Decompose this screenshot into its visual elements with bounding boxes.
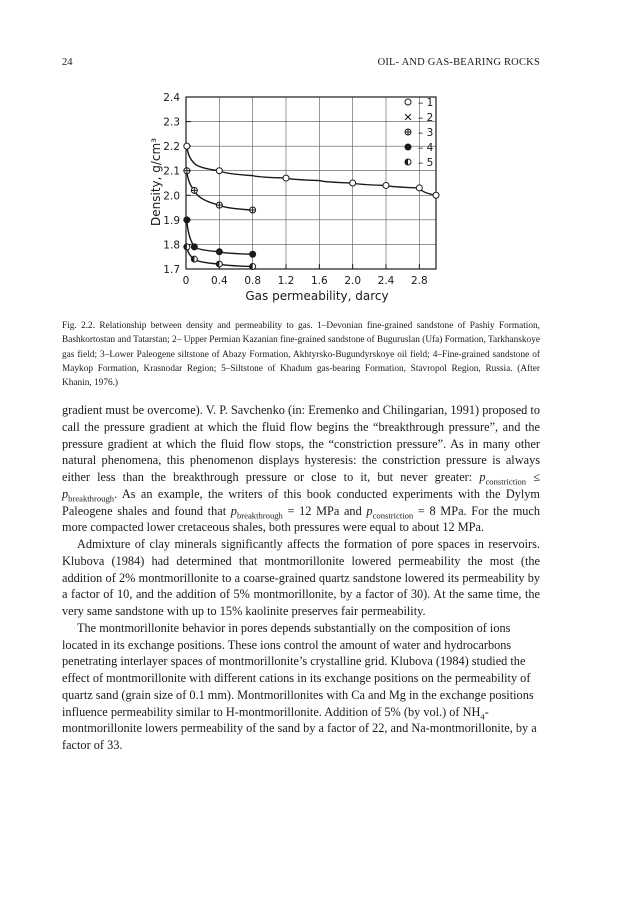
x-tick-label: 2.0 [344, 275, 362, 287]
legend-marker [405, 159, 411, 165]
x-axis-label: Gas permeability, darcy [245, 289, 389, 303]
page-number: 24 [62, 57, 73, 68]
series-5-point [191, 256, 197, 262]
y-tick-label: 1.9 [163, 214, 180, 227]
legend-marker [405, 114, 411, 120]
series-1-point [416, 185, 422, 191]
x-tick-label: 0 [182, 275, 190, 287]
legend-label: – 1 [418, 97, 434, 109]
paragraph-montmorillonite: The montmorillonite behavior in pores depends substantially on the composition of ions located in its exchange positions. These ions control the amount of water and hydrocarbons penetrating interlayer spaces of montmorillonite’s crystalline grid. Klubova (1984) studied the effect of montmorillonite with different cations in its exchange positions on the permeability of quartz sand (grain size of 0.1 mm). Montmorillonites with Ca and Mg in the exchange positions influence permeability similar to H-montmorillonite. Addition of 5% (by vol.) of $NH_4$-montmorillonite lowers permeability of the sand by a factor of 22, and Na-montmorillonite, by a factor of 33. [62, 620, 537, 752]
series-1-point [433, 192, 439, 198]
series-3-point [250, 207, 256, 213]
legend-label: – 4 [418, 142, 434, 154]
series-3-point [191, 187, 197, 193]
legend-label: – 5 [418, 157, 434, 169]
series-4-point [184, 217, 190, 223]
y-axis-label: Density, g/cm³ [149, 137, 163, 227]
legend-marker [405, 144, 411, 150]
y-tick-label: 1.8 [163, 239, 180, 252]
x-tick-label: 0.8 [244, 275, 262, 287]
series-4-point [216, 249, 222, 255]
series-4-point [191, 244, 197, 250]
x-tick-label: 1.6 [310, 275, 328, 287]
chart-legend [405, 97, 434, 169]
paragraph-pressure: gradient must be overcome). V. P. Savchenko (in: Eremenko and Chilingarian, 1991) proposed to call the pressure gradient at which the fluid flow begins the “breakthrough pressure”, and the pressure gradient at which the fluid flow stops, the “constriction pressure”. As in many other natural phenomena, this phenomenon displays hysteresis: the constriction pressure is always either less than the breakthrough pressure or close to it, but never greater: $p_{constriction} \le p_{breakthrough}$. As an example, the writers of this book conducted experiments with the Dylym Paleogene shales and found that $p_{breakthrough} = 12$ MPa and $p_{constriction} = 8$ MPa. For the much more compacted lower cretaceous shales, both pressures were equal to about 12 MPa. [62, 403, 541, 535]
x-tick-label: 1.2 [277, 275, 295, 287]
y-tick-label: 2.3 [163, 116, 180, 129]
y-tick-label: 2.1 [163, 165, 180, 178]
plot-frame [186, 97, 436, 269]
x-tick-label: 2.4 [377, 275, 395, 287]
y-tick-label: 2.2 [163, 141, 180, 154]
figure-caption: Fig. 2.2. Relationship between density and permeability to gas. 1–Devonian fine-grained sandstone of Pashiy Formation, Bashkortostan and Tatarstan; 2– Upper Permian Kazanian fine-grained sandstone of Buguruslan (Ufa) Formation, Tarkhanskoye gas field; 3–Lower Paleogene siltstone of Abazy Formation, Akhtyrsko-Bugundyrskoye oil field; 4–Fine-grained sandstone of Maykop Formation, Krasnodar Region; 5–Siltstone of Khadum gas-bearing Formation, Stavropol Region, Russia. (After Khanin, 1976.) [62, 321, 540, 389]
series-5-point [216, 261, 222, 267]
series-1-point [350, 180, 356, 186]
density-permeability-chart [140, 78, 480, 310]
legend-marker [405, 129, 411, 135]
x-tick-label: 2.8 [410, 275, 428, 287]
y-tick-label: 1.7 [163, 264, 180, 276]
legend-marker [405, 99, 411, 105]
x-tick-label: 0.4 [210, 275, 228, 287]
series-3-point [216, 202, 222, 208]
series-5-point [184, 244, 190, 250]
series-4-point [250, 251, 256, 257]
series-5-point [250, 264, 256, 270]
paragraph-clay-minerals: Admixture of clay minerals significantly affects the formation of pore spaces in reservoirs. Klubova (1984) had determined that montmorillonite lowered permeability the most (the addition of 2% montmorillonite to a coarse-grained quartz sandstone lowered its permeability by a factor of 10, and the addition of 5% montmorillonite, by a factor of 30). At the same time, the very same sandstone with up to 15% kaolinite preserves fair permeability. [62, 537, 540, 618]
legend-label: – 3 [418, 127, 434, 139]
y-tick-label: 2.0 [163, 190, 180, 203]
series-1-point [383, 182, 389, 188]
series-1-point [184, 143, 190, 149]
body-text [62, 402, 540, 754]
series-1-point [216, 168, 222, 174]
running-head: OIL- AND GAS-BEARING ROCKS [377, 57, 540, 68]
series-3-point [184, 168, 190, 174]
y-tick-label: 2.4 [163, 92, 180, 104]
series-1-point [283, 175, 289, 181]
legend-label: – 2 [418, 112, 434, 124]
